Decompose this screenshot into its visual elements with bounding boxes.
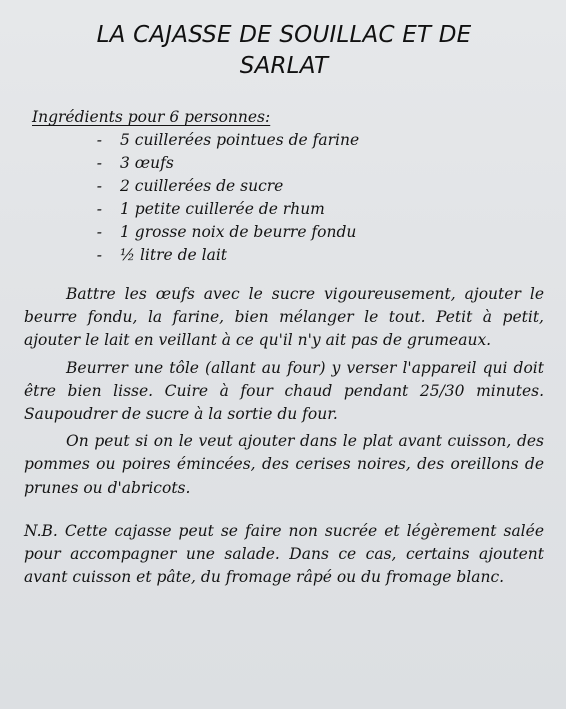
ingredient-item [24, 175, 544, 198]
ingredient-bullet: - [96, 177, 102, 195]
ingredient-item [24, 221, 544, 244]
nota-bene-paragraph: N.B. Cette cajasse peut se faire non sucrée et légèrement salée pour accompagner une salade. Dans ce cas, certains ajoutent avant cuisson et pâte, du fromage râpé ou du fromage blanc. [24, 521, 544, 587]
ingredient-bullet: - [96, 200, 102, 218]
ingredient-list [24, 129, 544, 267]
ingredient-text: 1 petite cuillerée de rhum [120, 200, 325, 218]
ingredient-text: 5 cuillerées pointues de farine [120, 131, 360, 149]
ingredients-heading: Ingrédients pour 6 personnes: [32, 108, 271, 126]
ingredient-bullet: - [96, 223, 102, 241]
ingredient-bullet: - [96, 154, 102, 172]
ingredients-section [24, 106, 544, 267]
instructions-paragraph-2: Beurrer une tôle (allant au four) y verser l'appareil qui doit être bien lisse. Cuire à four chaud pendant 25/30 minutes. Saupoudrer de sucre à la sortie du four. [24, 358, 544, 424]
ingredient-item [24, 244, 544, 267]
ingredient-item [24, 129, 544, 152]
ingredient-item [24, 152, 544, 175]
ingredient-text: 1 grosse noix de beurre fondu [120, 223, 357, 241]
recipe-title [24, 20, 544, 82]
recipe-title-line-1: LA CAJASSE DE SOUILLAC ET DE [96, 22, 472, 48]
ingredient-text: ½ litre de lait [120, 246, 228, 264]
ingredient-text: 2 cuillerées de sucre [120, 177, 284, 195]
ingredient-text: 3 œufs [120, 154, 174, 172]
recipe-title-line-2: SARLAT [239, 53, 329, 79]
instructions-paragraph-3: On peut si on le veut ajouter dans le plat avant cuisson, des pommes ou poires émincées, des cerises noires, des oreillons de prunes ou d'abricots. [24, 432, 544, 497]
ingredient-bullet: - [96, 246, 102, 264]
ingredient-item [24, 198, 544, 221]
ingredient-bullet: - [96, 131, 102, 149]
instructions-paragraph-1: Battre les œufs avec le sucre vigoureusement, ajouter le beurre fondu, la farine, bien mélanger le tout. Petit à petit, ajouter le lait en veillant à ce qu'il n'y ait pas de grumeaux. [24, 285, 544, 350]
